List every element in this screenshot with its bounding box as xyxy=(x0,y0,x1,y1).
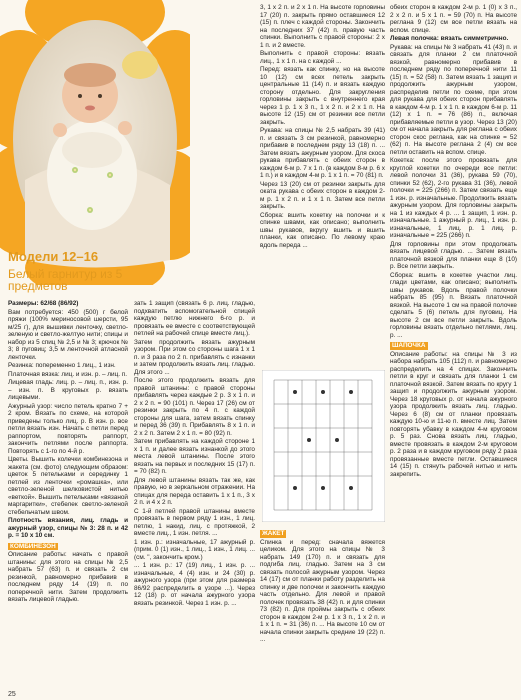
romper-description: Описание работы: начать с правой штанины: для этого на спицы № 2,5 набрать 57 (63) п. и связать 2 см резинкой, равномерно прибавив в последнем ряду 14 (19) п. по поперечной нити. Затем продолжить вязать лицевой гладью. xyxy=(8,551,128,603)
sleeves-text: Рукава: на спицы № 2,5 набрать 39 (41) п. и связать 3 см резинкой, равномерно прибавив в последнем ряду 13 (18) п. ... Затем вязать ажурным узором. Для скоса рукава прибавлять с обеих сторон в каждом 6-м р. 7 х 1 п. (в каждом 8-м р. 6 х 1 п.) и в каждом 4-м р. 1 х 1 п. = 70 (81) п. xyxy=(260,127,385,179)
romper-text-2: Затем продолжить вязать ажурным узором. При этом со стороны шага 1 х 1 п. и 3 раза по 2 п. прибавлять с изнанки и затем продолжить вязать лиц. гладью. Для этого ... xyxy=(134,338,255,376)
section-hat-badge: ШАПОЧКА xyxy=(392,342,426,349)
column-materials xyxy=(8,300,128,695)
left-front-text: Левая полочка: вязать симметрично. xyxy=(390,35,509,42)
section-romper-badge: КОМБИНЕЗОН xyxy=(10,542,56,550)
jacket-text-1: обеих сторон в каждом 2-м р. 1 (0) х 3 п., 2 х 2 п. и 5 х 1 п. = 59 (70) п. На высоте реглана 9 (12) см все петли вязать на вспом. спице. xyxy=(390,4,517,34)
romper-text-7: 1 изн. р.: изначальные, 17 ажурный р. (прим. 0 (1) изн., 1 лиц., 1 изн., 1 лиц. ... (см. ", закончить кром.) xyxy=(134,538,255,561)
column-body xyxy=(260,4,385,364)
romper-text-4: Затем прибавлять на каждой стороне 1 х 1 п. и далее вязать изнанкой до этого места левой штанины. После этого вязать на первых и последних 15 (17) п. = 70 (82) п. xyxy=(134,438,255,475)
romper-text-3: После этого продолжить вязать для правой штанины: с правой стороны прибавлять через каждые 2 р. 3 х 1 п. и 2 х 2 п. = 90 (101) п. Через 17 (26) см от резинки закрыть по 4 п. с каждой стороны для шага, затем вязать спинку и перед 36 (39) п. Прибавлять 8 х 1 п. и 2 х 2 п. Затем 2 х 1 п. = 80 (92) п. xyxy=(134,377,255,437)
page-number: 25 xyxy=(8,690,16,698)
jacket-description: Спинка и перед: сначала вяжется целиком. Для этого на спицы № 3 набрать 149 (170) п. и связать для подгиба лиц. гладью. Затем на 3 см связать полосой ажурным узором. Через 14 (17) см от планки работу разделить на спинку и две полочки и закончить каждую часть отдельно. Для левой и правой полочек провязать 38 (42) п. и для спинки 73 (82) п. Для проймы закрыть с обеих сторон в каждом 2-м р. 1 х 3 п., 1 х 2 п. и 1 х 1 п. = 31 (36) п. ... На высоте 10 см от начала спинки закрыть средние 19 (22) п. ... xyxy=(260,538,385,643)
romper-text-6: С 1-й петлей правой штанины вместе провязать в первом ряду 1 изн., 1 лиц. петлю, 1 накид, лиц. с протяжкой, 2 вместе лиц., 1 изн. петля. ... xyxy=(134,507,255,537)
lace-pattern-paragraph: Ажурный узор: число петель кратно 7 + 2 кром. Вязать по схеме, на которой приведены только лиц. р. В изн. р. все петли вязать изн. Начать с петли перед раппортом, повторять раппорт, закончить петлями после раппорта. Повторять с 1-го по 4-й р. xyxy=(8,402,128,455)
garter-paragraph: Платочная вязка: лиц. и изн. р. – лиц. п. xyxy=(8,370,128,378)
knitting-chart-diagram xyxy=(262,370,385,522)
gauge-paragraph: Плотность вязания, лиц. гладь и ажурный узор, спицы № 3: 28 п. и 42 р. = 10 х 10 см. xyxy=(8,517,128,539)
romper-text-1: зать 1 защип (связать 6 р. лиц. гладью, подхватить вспомогательной спицей каждую петлю нижнего 6-го р. и провязать ее вместе с соответствующей петлей на рабочей спице вместе лиц.). xyxy=(134,300,255,337)
column-jacket xyxy=(260,528,385,698)
hat-description: Описание работы: на спицы № 3 из набора набрать 105 (112) п. и равномерно распределить на 4 спицах. Закончить петли в круг и связать для планки 1 см платочной вязкой. Затем вязать по кругу 1 защип и продолжить ажурным узором. Через 18 круговых р. от начала ажурного узора продолжить вязать лиц. гладью. Через 6 (8) см от планки провязать каждую 10-ю и 11-ю п. вместе лиц. Затем повторять убавку в каждом 4-м круговом р. 5 раз. Снова вязать лиц. гладью, вместе провязать в каждом 2-м круговом р. 2 раза и в каждом круговом ряду 2 раза провязанные вместе петли. Оставшиеся 14 (15) п. стянуть рабочей нитью и нить закрепить. xyxy=(390,350,517,478)
baby-photo xyxy=(0,0,190,285)
neckline-text: Для горловины при этом продолжать вязать лицевой гладью. ... Затем вязать платочной вязкой для планки еще 8 (10) р. Все петли закрыть. xyxy=(390,240,517,270)
romper-text-5: Для левой штанины вязать так же, как правую, но в зеркальном отражении. На спицах для переда оставить 1 х 1 п., 3 х 2 п. и 4 х 2 п. xyxy=(134,476,255,506)
column-jacket-continued xyxy=(390,4,517,696)
materials-paragraph: Вам потребуется: 450 (500) г белой пряжи (100% мериносовой шерсти, 95 м/25 г), для вышивки ленточку, светло-зеленую и светло-желтую нити; спицы и набор из 5 спиц № 2,5 и № 3; крючок № 3; 8 пуговиц; 3,5 м ленточной атласной ленточки. xyxy=(8,308,128,361)
stockinette-paragraph: Лицевая гладь: лиц. р. – лиц. п., изн. р. – изн. п. В круговых р. вязать лицевыми. xyxy=(8,379,128,401)
jacket-sleeves-text: Рукава: на спицы № 3 набрать 41 (43) п. и связать для планки 2 см платочной вязкой, равномерно прибавив в последнем ряду по поперечной нити 11 (15) п. = 52 (58) п. Затем вязать 1 защип и продолжить ажурным узором, распределив петли по схеме, при этом для рукава для обеих сторон прибавлять в каждом 4-м р. 1 х 1 п. в каждом 6-м р. 11 (12) х 1 п. = 76 (86) п., включая прибавляемые петли в узор. Через 13 (20) см от начала закрыть для реглана с обеих сторон скос реглана, как на спинке = 52 (62) п. На высоте реглана 2 (4) см все петли оставить на вспом. спице. xyxy=(390,43,517,156)
photo-illustration xyxy=(0,0,190,285)
sizes-paragraph: Размеры: 62/68 (86/92) xyxy=(8,300,79,307)
jacket-assembly-text: Сборка: вшить в кокетке участки лиц. глади цветами, как описано; выполнить швы рукавов. Вдоль правой полочки набрать 85 (95) п. Вязать платочной вязкой. На высоте 1 см на правой полочке сделать 5 (6) петель для пуговиц. На высоте 2 см все петли закрыть. Вдоль горловины вязать отдельно петлями, лиц. р. ... xyxy=(390,271,517,339)
section-jacket-badge: ЖАКЕТ xyxy=(262,530,285,537)
models-heading: Модели 12–16 xyxy=(8,249,99,264)
romper-text-8: ... 1 изн. р.: 17 (19) лиц., 1 изн. р. ... изначальные, 4 (4) изн. и 24 (30) р. ажурного узора (при этом для размера 86/92 распределить в узоре ...). Через 12 (18) р. от начала ажурного узора вязать резинкой. Через 1 изн. р. ... xyxy=(134,562,255,607)
yoke-text: Кокетка: после этого провязать для круглой кокетки по очереди все петли: левой полочки 31 (36), рукава 59 (70), спинки 52 (62), 2-го рукава 31 (36), левой полочки = 225 (266) п. Затем связать еще 1 изн. р. изначальные. Продолжить вязать ажурным узором. Для горловины закрыть на 1 из каждых 4 р. ... 1 защип, 1 изн. р. изначальные. 1 ажурный р. лиц., 1 изн. р. изначальные, 1 лиц. р. 1 лиц. р. изначальные = 225 (266) п. xyxy=(390,157,517,239)
rib-paragraph: Резинка: попеременно 1 лиц., 1 изн. xyxy=(8,362,116,369)
set-subtitle: Белый гарнитур из 5 предметов xyxy=(8,267,123,293)
body-text-2: Выполнить с правой стороны: вязать лиц., 1 х 1 п. на с каждой ... xyxy=(260,50,385,65)
flowers-paragraph: Цветы. Вышить колечки комбинезона и жакета (см. фото) следующим образом: цветок 5 петельками и серединку 1 петлей из ленточки «ромашка», или светло-зеленой шелковистой нитью «веткой». Вышить петельками «вязаной маргаритки», стебелек светло-зеленой стебельчатым швом. xyxy=(8,456,128,516)
body-text-1: 3, 1 х 2 п. и 2 х 1 п. На высоте горловины 17 (20) п. закрыть прямо оставшиеся 12 (15) п. плеч с каждой стороны. Закончить на последних 37 (42) п. правую часть спинки. Выполнить с правой стороны: 2 х 1 п. и 2 вместе. xyxy=(260,4,385,49)
sleeves-text-2: Через 13 (20) см от резинки закрыть для оката рукава с обеих сторон в каждом 2-м р. 1 х 2 п. и 1 х 1 п. Затем все петли закрыть. xyxy=(260,180,385,210)
body-text-3: Перед: вязать как спинку, но на высоте 10 (12) см всех петель закрыть центральные 11 (14) п. и вязать каждую сторону отдельно. Для закругления горловины закрыть с внутреннего края через 1 р. 1 х 3 п., 1 х 2 п. и 2 х 1 п. На высоте 12 (15) см от резинки все петли закрыть. xyxy=(260,66,385,126)
assembly-text: Сборка: вшить кокетку на полочки и к спинке швами, как описано; выполнить швы рукавов, вкругу вшить и вшить планки, как описано. По левому краю вдоль переда ... xyxy=(260,211,385,249)
column-romper xyxy=(134,300,255,695)
